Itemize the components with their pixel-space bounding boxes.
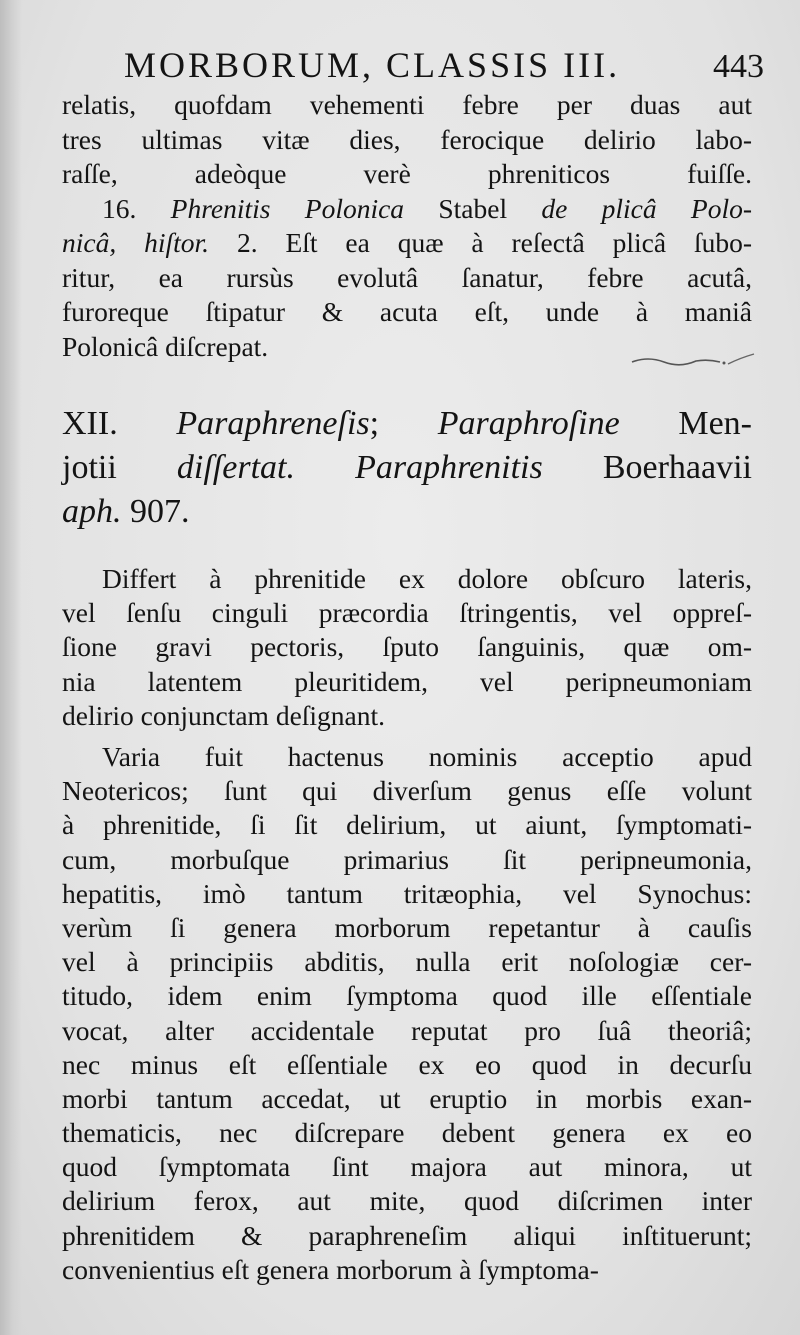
- italic-run: diſſertat. Paraphrenitis: [176, 449, 543, 486]
- italic-run: de plicâ Polo-: [541, 192, 753, 224]
- text-run: 16.: [102, 192, 171, 224]
- text-line: [62, 123, 752, 158]
- text-run: vocat, alter accidentale reputat pro ſuâ theoriâ;: [62, 1014, 752, 1046]
- text-run: furoreque ſtipatur & acuta eſt, unde à maniâ: [62, 296, 752, 327]
- text-run: Stabel: [404, 192, 542, 224]
- text-line: [62, 979, 752, 1013]
- text-run: nia latentem pleuritidem, vel peripneumoniam: [62, 665, 752, 697]
- text-line: [62, 446, 752, 490]
- text-run: nec minus eſt eſſentiale ex eo quod in decurſu: [62, 1048, 752, 1080]
- text-line: [62, 1253, 752, 1287]
- text-line: [62, 877, 752, 911]
- running-head: MORBORUM, CLASSIS III.: [124, 45, 621, 85]
- italic-run: Phrenitis Polonica: [170, 192, 405, 224]
- text-run: à phrenitide, ſi ſit delirium, ut aiunt, ſymptomati-: [62, 809, 752, 841]
- text-run: ;: [369, 405, 438, 442]
- text-run: hepatitis, imò tantum tritæophia, vel Synochus:: [62, 877, 752, 909]
- text-line: [62, 665, 752, 699]
- text-line: [62, 596, 752, 630]
- text-run: vel ſenſu cinguli præcordia ſtringentis, vel oppreſ-: [62, 597, 752, 629]
- text-line: [62, 1150, 752, 1184]
- page-gutter-shadow: [0, 0, 22, 1335]
- text-line: [62, 295, 752, 330]
- text-run: Differt à phrenitide ex dolore obſcuro lateris,: [102, 563, 752, 594]
- text-run: verùm ſi genera morborum repetantur à cauſis: [62, 911, 752, 943]
- text-run: jotii: [62, 449, 177, 486]
- text-line: [62, 630, 752, 664]
- text-line: [62, 1116, 752, 1150]
- text-line: [62, 843, 752, 877]
- text-run: Neotericos; ſunt qui diverſum genus eſſe volunt: [62, 775, 752, 807]
- text-run: delirio conjunctam deſignant.: [62, 699, 386, 731]
- italic-run: Paraphroſine: [437, 405, 620, 442]
- section-xii-heading: [62, 402, 752, 534]
- text-run: raſſe, adeòque verè phreniticos fuiſſe.: [62, 158, 752, 189]
- text-run: vel à principiis abditis, nulla erit noſologiæ cer-: [62, 946, 752, 978]
- italic-run: nicâ, hiſtor.: [62, 227, 210, 258]
- text-line: [62, 562, 752, 596]
- text-line: [62, 911, 752, 945]
- text-line: [62, 1219, 752, 1253]
- text-line: [62, 1184, 752, 1218]
- text-line: [62, 1048, 752, 1082]
- text-line: [62, 699, 752, 733]
- text-run: 2. Eſt ea quæ à reſectâ plicâ ſubo-: [209, 227, 753, 258]
- text-line: [62, 88, 752, 123]
- text-run: cum, morbuſque primarius ſit peripneumonia,: [62, 843, 752, 875]
- text-line: [62, 740, 752, 774]
- text-run: tres ultimas vitæ dies, ferocique delirio labo-: [62, 123, 752, 155]
- text-run: quod ſymptomata ſint majora aut minora, ut: [62, 1151, 752, 1183]
- text-run: Varia fuit hactenus nominis acceptio apud: [102, 741, 752, 772]
- text-line: [62, 402, 752, 446]
- text-run: Polonicâ diſcrepat.: [62, 330, 269, 362]
- italic-run: aph.: [62, 493, 122, 530]
- text-run: phrenitidem & paraphreneſim aliqui inſtituerunt;: [62, 1219, 752, 1251]
- text-run: titudo, idem enim ſymptoma quod ille eſſentiale: [62, 980, 752, 1012]
- text-line: [62, 226, 752, 261]
- italic-run: Paraphreneſis: [176, 405, 370, 442]
- text-line: [62, 490, 752, 534]
- text-run: Men-: [619, 405, 752, 442]
- tailpiece-ornament: [628, 350, 758, 372]
- paragraph-differt: [62, 562, 752, 733]
- text-run: relatis, quofdam vehementi febre per duas aut: [62, 89, 752, 120]
- text-line: [62, 192, 752, 227]
- text-run: Boerhaavii: [542, 449, 752, 486]
- text-run: convenientius eſt genera morborum à ſymptoma-: [62, 1253, 599, 1285]
- text-line: [62, 808, 752, 842]
- text-run: XII.: [62, 405, 177, 442]
- text-run: morbi tantum accedat, ut eruptio in morbis exan-: [62, 1082, 752, 1114]
- page-number: 443: [713, 48, 764, 85]
- text-run: ritur, ea rursùs evolutâ ſanatur, febre acutâ,: [62, 261, 752, 293]
- text-run: thematicis, nec diſcrepare debent genera ex eo: [62, 1117, 752, 1149]
- text-run: delirium ferox, aut mite, quod diſcrimen inter: [62, 1185, 752, 1217]
- section-16-text: [62, 88, 752, 364]
- text-line: [62, 774, 752, 808]
- text-line: [62, 261, 752, 296]
- text-run: 907.: [121, 493, 190, 530]
- text-run: ſione gravi pectoris, ſputo ſanguinis, quæ om-: [62, 631, 752, 663]
- text-line: [62, 157, 752, 192]
- text-line: [62, 1082, 752, 1116]
- text-line: [62, 1014, 752, 1048]
- text-line: [62, 945, 752, 979]
- paragraph-varia: [62, 740, 752, 1287]
